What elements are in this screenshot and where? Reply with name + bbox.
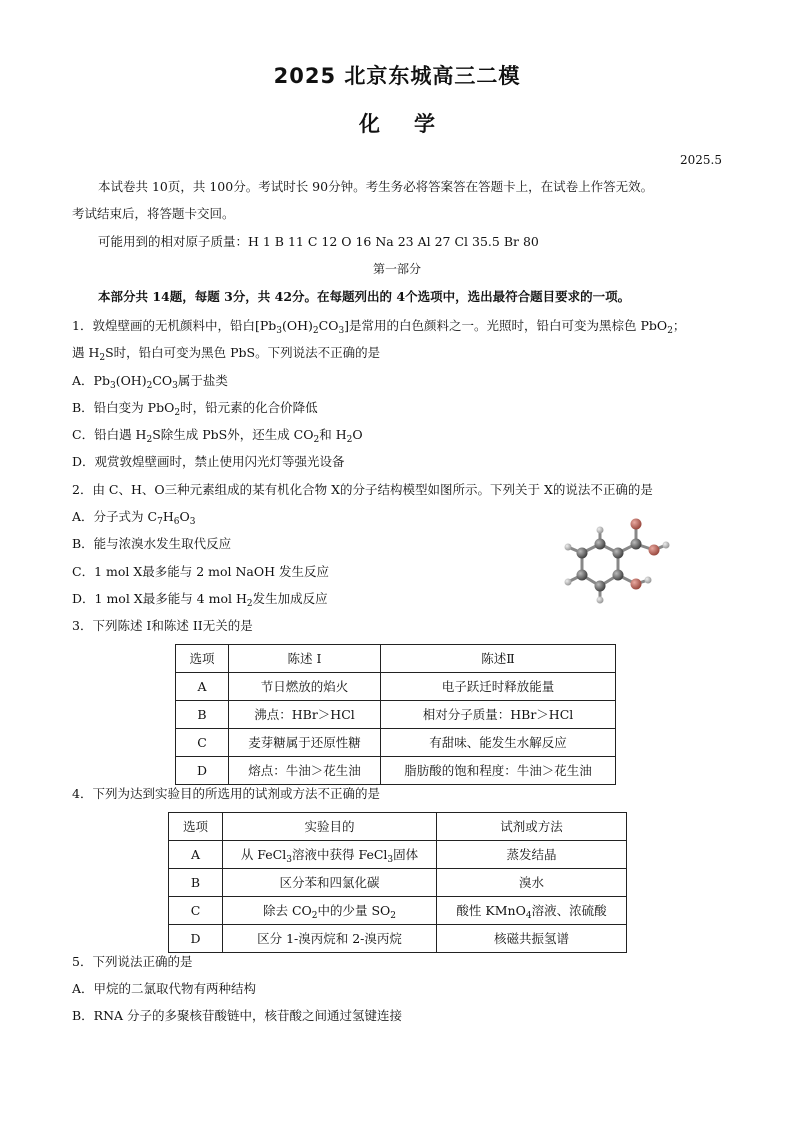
q1-stem-line-1: 1．敦煌壁画的无机颜料中，铅白$[Pb_3(OH)_2CO_3]$是常用的白色颜料之一。光照时，铅白可变为黑棕色 PbO$_2$； (72, 318, 686, 336)
table-row (169, 841, 627, 869)
table-header-row (169, 813, 627, 841)
table-header-cell: 陈述 I (229, 645, 381, 673)
table-cell: 除去 $CO_2$中的少量 $SO_2$ (223, 897, 437, 925)
table-row (169, 869, 627, 897)
q1-option-c: C．铅白遇 $H_2S$除生成 PbS外，还生成 $CO_2$和 $H_2O$ (72, 427, 363, 445)
subject-title: 化学 (359, 112, 469, 136)
table-cell: 熔点：牛油＞花生油 (229, 757, 381, 785)
q3-table (175, 644, 616, 785)
part-instructions: 本部分共 14题，每题 3分，共 42分。在每题列出的 4个选项中，选出最符合题目要求的一项。 (98, 289, 631, 304)
table-cell: 相对分子质量：HBr＞HCl (381, 701, 616, 729)
table-header-cell: 选项 (169, 813, 223, 841)
table-cell: B (176, 701, 229, 729)
table-cell: 核磁共振氢谱 (437, 925, 627, 953)
table-header-cell: 陈述Ⅱ (381, 645, 616, 673)
table-cell: A (176, 673, 229, 701)
table-cell: 电子跃迁时释放能量 (381, 673, 616, 701)
q1-option-b: B．铅白变为 PbO$_2$时，铅元素的化合价降低 (72, 400, 318, 418)
table-row (169, 925, 627, 953)
table-cell: 节日燃放的焰火 (229, 673, 381, 701)
q1-option-d: D．观赏敦煌壁画时，禁止使用闪光灯等强光设备 (72, 454, 345, 469)
table-cell: A (169, 841, 223, 869)
table-cell: 沸点：HBr＞HCl (229, 701, 381, 729)
part-heading: 第一部分 (372, 262, 421, 276)
table-cell: 从 FeCl$_3$溶液中获得 FeCl$_3$固体 (223, 841, 437, 869)
table-cell: 有甜味、能发生水解反应 (381, 729, 616, 757)
intro-line-2: 考试结束后，将答题卡交回。 (72, 206, 235, 221)
q1-option-a: A．$Pb_3(OH)_2CO_3$属于盐类 (72, 373, 228, 391)
q4-table (168, 812, 627, 953)
table-cell: 蒸发结晶 (437, 841, 627, 869)
table-header-row (176, 645, 616, 673)
table-header-cell: 实验目的 (223, 813, 437, 841)
q5-option-b: B．RNA 分子的多聚核苷酸链中，核苷酸之间通过氢键连接 (72, 1008, 403, 1023)
q5-stem: 5．下列说法正确的是 (72, 954, 193, 969)
table-row (176, 673, 616, 701)
exam-title: 2025 北京东城高三二模 (273, 64, 521, 88)
table-cell: 麦芽糖属于还原性糖 (229, 729, 381, 757)
table-cell: D (169, 925, 223, 953)
q2-option-b: B．能与浓溴水发生取代反应 (72, 536, 232, 551)
q3-stem: 3．下列陈述 I和陈述 II无关的是 (72, 618, 253, 633)
q2-stem: 2．由 C、H、O三种元素组成的某有机化合物 X的分子结构模型如图所示。下列关于 X的说法不正确的是 (72, 482, 653, 497)
table-row (176, 757, 616, 785)
table-cell: C (169, 897, 223, 925)
table-cell: D (176, 757, 229, 785)
table-header-cell: 选项 (176, 645, 229, 673)
exam-date: 2025.5 (680, 153, 722, 167)
q2-option-a: A．分子式为 $C_7H_6O_3$ (72, 509, 196, 527)
q2-option-c: C．1 mol X最多能与 2 mol NaOH 发生反应 (72, 564, 330, 579)
table-row (169, 897, 627, 925)
molecule-model-image (556, 512, 686, 612)
q4-stem: 4．下列为达到实验目的所选用的试剂或方法不正确的是 (72, 786, 380, 801)
intro-line-1: 本试卷共 10页，共 100分。考试时长 90分钟。考生务必将答案答在答题卡上，在试卷上作答无效。 (98, 179, 654, 194)
table-cell: 区分 1-溴丙烷和 2-溴丙烷 (223, 925, 437, 953)
table-cell: 酸性 KMnO$_4$溶液、浓硫酸 (437, 897, 627, 925)
table-cell: 溴水 (437, 869, 627, 897)
table-header-cell: 试剂或方法 (437, 813, 627, 841)
table-cell: B (169, 869, 223, 897)
table-row (176, 701, 616, 729)
table-row (176, 729, 616, 757)
q1-stem-line-2: 遇 $H_2S$时，铅白可变为黑色 PbS。下列说法不正确的是 (72, 345, 381, 363)
q5-option-a: A．甲烷的二氯取代物有两种结构 (72, 981, 257, 996)
atomic-masses: 可能用到的相对原子质量：H 1 B 11 C 12 O 16 Na 23 Al 27 Cl 35.5 Br 80 (98, 234, 539, 249)
table-cell: 脂肪酸的饱和程度：牛油＞花生油 (381, 757, 616, 785)
q2-option-d: D．1 mol X最多能与 4 mol $H_2$发生加成反应 (72, 591, 328, 609)
table-cell: 区分苯和四氯化碳 (223, 869, 437, 897)
table-cell: C (176, 729, 229, 757)
